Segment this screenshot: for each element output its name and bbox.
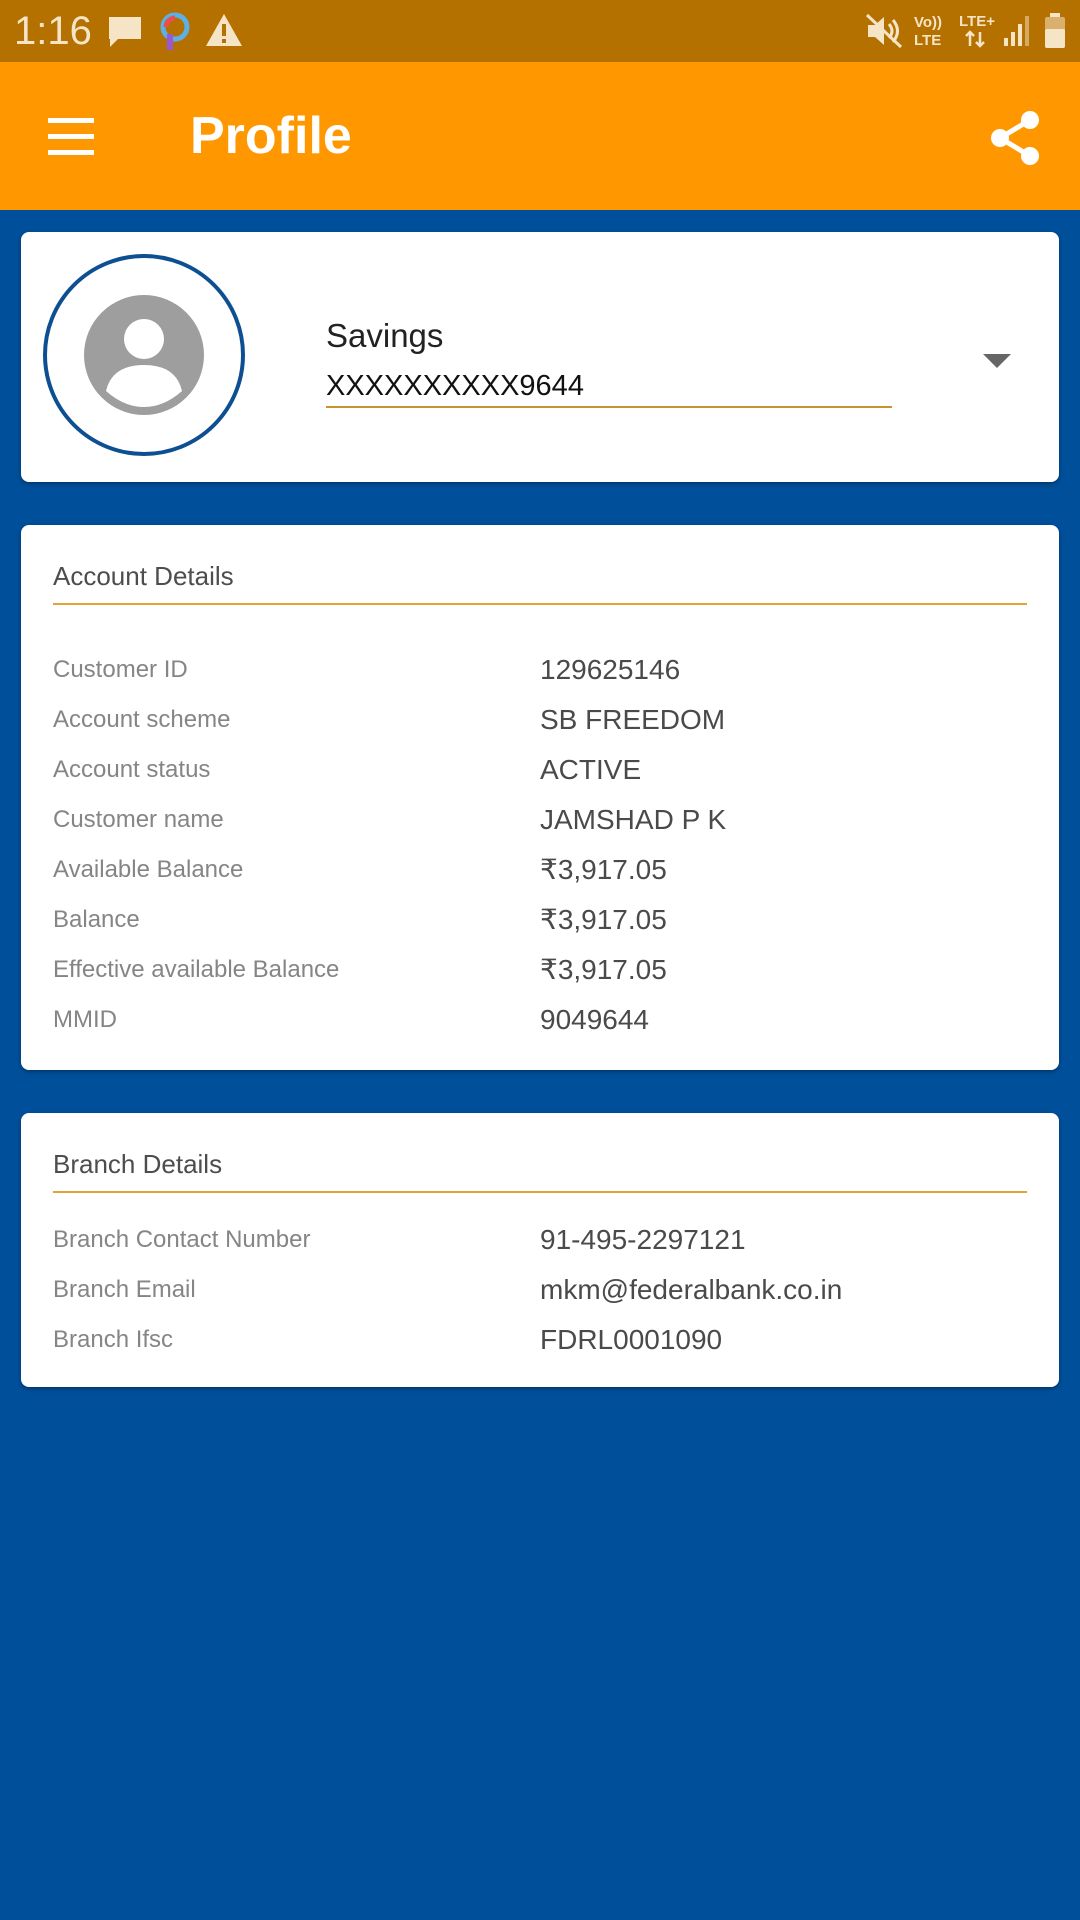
branch-details-divider (53, 1191, 1027, 1193)
detail-label: Customer ID (53, 656, 188, 683)
detail-row (21, 652, 1059, 692)
detail-value: SB FREEDOM (540, 704, 726, 735)
app-bar (0, 62, 1080, 210)
svg-text:LTE+: LTE+ (959, 13, 995, 30)
account-details-card (21, 525, 1059, 1070)
message-icon (106, 14, 144, 50)
account-type: Savings (326, 317, 444, 354)
status-time: 1:16 (14, 9, 92, 53)
detail-value: 91-495-2297121 (540, 1224, 746, 1255)
detail-label: Available Balance (53, 856, 244, 883)
detail-row (21, 1322, 1059, 1362)
warning-icon (204, 12, 244, 48)
detail-label: Branch Email (53, 1276, 196, 1303)
lte-icon (958, 12, 1000, 50)
detail-label: Branch Contact Number (53, 1226, 311, 1253)
profile-card (21, 232, 1059, 482)
hamburger-menu-icon[interactable] (44, 112, 102, 162)
detail-value: 9049644 (540, 1004, 650, 1035)
detail-value: mkm@federalbank.co.in (540, 1274, 843, 1305)
avatar (42, 253, 246, 457)
detail-row (21, 1002, 1059, 1042)
detail-label: Account scheme (53, 706, 231, 733)
app-icon (158, 12, 192, 52)
branch-details-card (21, 1113, 1059, 1387)
detail-label: Customer name (53, 806, 224, 833)
detail-value: ₹3,917.05 (540, 854, 667, 885)
detail-row (21, 802, 1059, 842)
volte-icon (912, 12, 950, 48)
svg-text:Vo)): Vo)) (914, 14, 943, 31)
mute-icon (864, 12, 904, 50)
branch-details-title: Branch Details (53, 1149, 223, 1179)
detail-label: Branch Ifsc (53, 1326, 174, 1353)
status-bar (0, 0, 1080, 62)
detail-label: Account status (53, 756, 211, 783)
detail-value: ₹3,917.05 (540, 954, 667, 985)
detail-label: Effective available Balance (53, 956, 340, 983)
detail-row (21, 702, 1059, 742)
detail-value: ACTIVE (540, 754, 642, 785)
detail-row (21, 902, 1059, 942)
signal-icon (1002, 14, 1032, 48)
page-title: Profile (190, 107, 352, 165)
account-details-divider (53, 603, 1027, 605)
detail-label: MMID (53, 1006, 117, 1033)
detail-row (21, 852, 1059, 892)
detail-row (21, 1222, 1059, 1262)
detail-value: 129625146 (540, 654, 681, 685)
chevron-down-icon[interactable] (981, 350, 1013, 370)
battery-icon (1042, 12, 1068, 50)
detail-row (21, 752, 1059, 792)
detail-value: ₹3,917.05 (540, 904, 667, 935)
detail-row (21, 952, 1059, 992)
detail-value: JAMSHAD P K (540, 804, 727, 835)
detail-label: Balance (53, 906, 140, 933)
account-details-title: Account Details (53, 561, 234, 591)
detail-value: FDRL0001090 (540, 1324, 723, 1355)
detail-row (21, 1272, 1059, 1312)
svg-text:LTE: LTE (914, 32, 942, 48)
share-icon[interactable] (984, 106, 1048, 170)
account-selector[interactable]: XXXXXXXXXX9644 (326, 368, 892, 408)
